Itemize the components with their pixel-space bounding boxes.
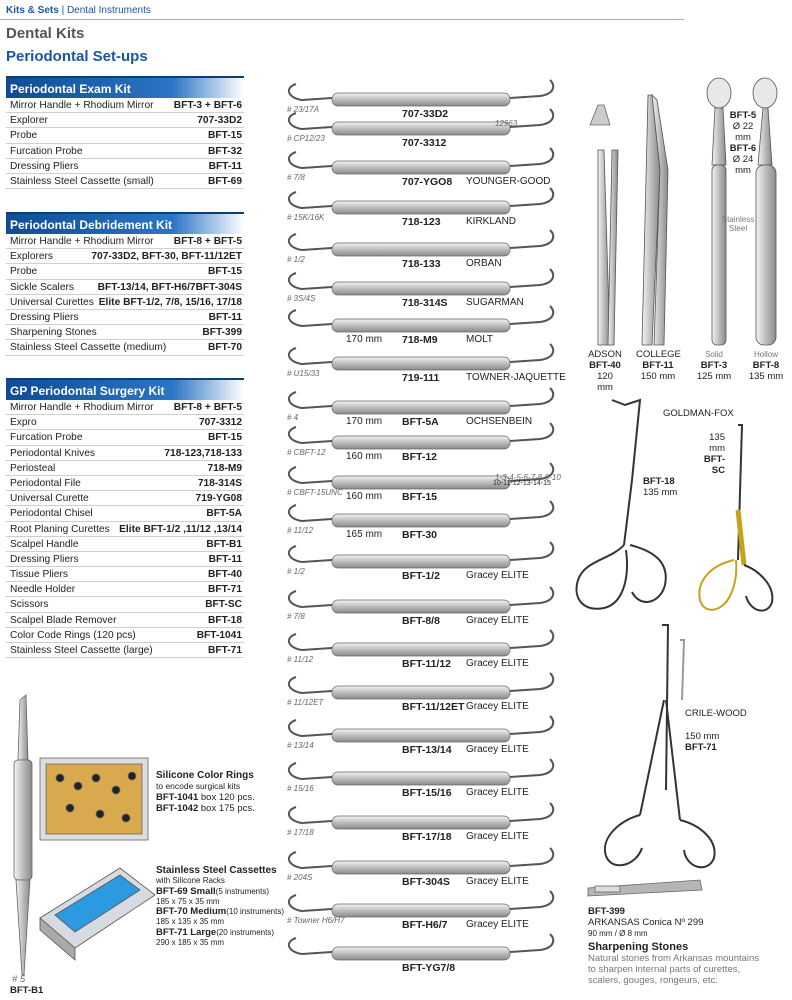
kit-item-name: Root Planing Curettes	[10, 523, 110, 535]
kit-item-name: Color Code Rings (120 pcs)	[10, 629, 136, 641]
instrument-name: Gracey ELITE	[466, 615, 529, 626]
instrument-illustration	[289, 716, 553, 742]
rings-2-code: BFT-1042	[156, 803, 199, 814]
instrument-code: BFT-1/2	[402, 570, 440, 582]
instrument-code: 707-3312	[402, 137, 447, 149]
solid-name: Solid	[705, 350, 723, 359]
instrument-name: Gracey ELITE	[466, 831, 529, 842]
instrument-tip-number: # 23/17A	[287, 105, 320, 114]
instrument-length: 160 mm	[346, 451, 383, 462]
instrument-name: TOWNER-JAQUETTE	[466, 372, 566, 383]
kit-item-code: 707-33D2, BFT-30, BFT-11/12ET	[91, 251, 242, 263]
goldman-fox-caption	[695, 432, 725, 476]
college-name: COLLEGE	[636, 349, 681, 360]
instrument-tip-number: # 1/2	[287, 255, 305, 264]
cassette-70-dims: 185 x 135 x 35 mm	[156, 917, 225, 927]
kit-item-code: BFT-15	[208, 432, 242, 444]
kit-item-name: Probe	[10, 130, 38, 142]
kit-item-name: Periodontal Knives	[10, 447, 95, 459]
instrument-extra: 12963	[495, 119, 518, 128]
instrument-code: BFT-YG7/8	[402, 962, 456, 974]
instrument-illustration	[289, 673, 553, 699]
cassette-71-code: BFT-71 Large	[156, 926, 217, 938]
kit-item-code: BFT-11	[208, 553, 242, 565]
instrument-illustration	[289, 587, 553, 613]
adson-name: ADSON	[588, 349, 622, 360]
instrument-tip-number: # 11/12	[287, 526, 314, 535]
mirror1-code: BFT-5	[729, 110, 757, 121]
mirror2-diameter: Ø 24 mm	[732, 154, 754, 176]
kit-item-code: BFT-11	[208, 311, 242, 323]
breadcrumb-separator: |	[58, 5, 67, 16]
blade-remover-code: BFT-18	[643, 476, 675, 487]
kit-item-name: Stainless Steel Cassette (small)	[10, 175, 154, 187]
instrument-tip-number: # 7/8	[287, 612, 305, 621]
crile-wood-length: 150 mm	[685, 731, 720, 742]
stone-description-1: Natural stones from Arkansas mountains	[588, 953, 760, 964]
hollow-handle-caption	[746, 349, 786, 382]
instrument-length: 165 mm	[346, 529, 383, 540]
kit-title: Periodontal Exam Kit	[6, 76, 244, 98]
kit-item-code: BFT-70	[208, 342, 242, 354]
breadcrumb-page[interactable]: Dental Instruments	[66, 5, 151, 16]
instrument-illustration	[289, 759, 553, 785]
instrument-code: BFT-17/18	[402, 831, 452, 843]
stone-description-3: scalers, gouges, rongeurs, etc.	[588, 975, 718, 986]
kit-item-name: Sharpening Stones	[10, 327, 97, 339]
kit-item-name: Dressing Pliers	[10, 311, 79, 323]
instrument-illustration	[289, 542, 553, 568]
instrument-name: Gracey ELITE	[466, 787, 529, 798]
cassette-71-dims: 290 x 185 x 35 mm	[156, 938, 225, 948]
kit-item-code: BFT-8 + BFT-5	[173, 236, 242, 247]
instrument-extra: 1-3-4-5-6-7-8-9-10	[495, 473, 561, 482]
instrument-code: BFT-5A	[402, 416, 439, 428]
instrument-tip-number: # 4	[287, 413, 299, 422]
instrument-length: 170 mm	[346, 334, 383, 345]
kit-item-name: Stainless Steel Cassette (large)	[10, 645, 153, 656]
instrument-code: BFT-11/12ET	[402, 701, 465, 713]
sharpening-stone-caption	[588, 906, 788, 986]
adson-length: 120 mm	[597, 371, 613, 393]
kit-item-name: Sickle Scalers	[10, 281, 74, 293]
rings-1-desc: box 120 pcs.	[200, 792, 255, 803]
instrument-illustration	[289, 803, 553, 829]
stone-dimensions: 90 mm / Ø 8 mm	[588, 929, 648, 938]
kit-item-code: BFT-71	[208, 645, 242, 656]
kit-item-name: Needle Holder	[10, 584, 76, 596]
kit-item-code: BFT-40	[208, 569, 242, 581]
instrument-code: 707-YGO8	[402, 176, 453, 188]
instrument-tip-number: # CBFT-15UNC	[287, 488, 343, 497]
rings-subtitle: to encode surgical kits	[156, 781, 241, 791]
color-rings-box	[40, 758, 148, 840]
solid-handle-caption	[694, 349, 734, 382]
instrument-code: BFT-13/14	[402, 744, 452, 756]
instrument-name: YOUNGER-GOOD	[466, 176, 551, 187]
instrument-name: Gracey ELITE	[466, 744, 529, 755]
kit-item-name: Periodontal File	[10, 477, 81, 489]
hollow-length: 135 mm	[748, 371, 784, 382]
college-length: 150 mm	[640, 371, 676, 382]
instrument-tip-number: # 13/14	[287, 741, 314, 750]
kit-item-name: Periodontal Chisel	[10, 508, 93, 520]
instrument-code: 719-111	[402, 372, 440, 384]
instrument-code: BFT-15/16	[402, 787, 452, 799]
instrument-illustration	[289, 269, 553, 295]
kit-item-code: BFT-1041	[196, 629, 242, 641]
hollow-name: Hollow	[753, 350, 778, 359]
kit-item-name: Universal Curettes	[10, 296, 94, 308]
page-subtitle: Periodontal Set-ups	[6, 48, 148, 65]
kit-item-name: Probe	[10, 266, 38, 278]
instrument-name: Gracey ELITE	[466, 919, 529, 930]
rings-title: Silicone Color Rings	[156, 770, 254, 781]
kit-item-name: Universal Curette	[10, 493, 89, 505]
instrument-illustration	[289, 388, 553, 414]
kit-item-name: Mirror Handle + Rhodium Mirror	[10, 236, 154, 247]
crile-wood-code: BFT-71	[685, 742, 717, 753]
instrument-name: MOLT	[466, 334, 494, 345]
adson-forceps	[598, 150, 618, 345]
instrument-code: BFT-30	[402, 529, 438, 541]
instrument-tip-number: # 3S/4S	[287, 294, 316, 303]
instrument-tip-number: # U15/33	[287, 369, 320, 378]
stone-title: Sharpening Stones	[588, 941, 689, 953]
instrument-code: 707-33D2	[402, 108, 449, 120]
scalpel-code: BFT-B1	[10, 985, 44, 996]
instrument-illustration	[289, 148, 553, 174]
instrument-length: 160 mm	[346, 491, 383, 502]
adson-code: BFT-40	[589, 360, 621, 371]
cassette-69-code: BFT-69 Small	[156, 885, 216, 897]
kit-item-name: Scissors	[10, 599, 49, 611]
instrument-name: Gracey ELITE	[466, 570, 529, 581]
stainless-steel-note: Stainless Steel	[721, 215, 755, 233]
kit-item-code: BFT-18	[208, 614, 242, 626]
instrument-tip-number: # 11/12ET	[287, 698, 324, 707]
instrument-code: 718-123	[402, 216, 441, 228]
instrument-code: BFT-H6/7	[402, 919, 448, 931]
solid-code: BFT-3	[700, 360, 728, 371]
instrument-name: SUGARMAN	[466, 297, 524, 308]
scalpel-number: # 5	[12, 974, 26, 985]
instrument-illustration	[289, 306, 553, 332]
kit-item-code: 707-3312	[198, 417, 242, 429]
cassette-69-count: (5 instruments)	[215, 886, 270, 896]
kit-item-name: Dressing Pliers	[10, 553, 79, 565]
kit-item-code: Elite BFT-1/2 ,11/12 ,13/14	[119, 523, 242, 535]
blade-remover-length: 135 mm	[643, 487, 678, 498]
kit-item-code: BFT-B1	[206, 538, 242, 550]
instrument-code: 718-M9	[402, 334, 438, 346]
cassette-70-count: (10 instruments)	[226, 907, 284, 917]
instrument-name: Gracey ELITE	[466, 658, 529, 669]
instrument-tip-number: # 1/2	[287, 567, 305, 576]
breadcrumb-section[interactable]: Kits & Sets	[6, 5, 59, 16]
kit-item-name: Explorers	[10, 251, 54, 263]
sharpening-stone	[588, 880, 702, 896]
rings-2-desc: box 175 pcs.	[200, 803, 255, 814]
college-forceps	[642, 95, 668, 345]
cassettes-caption	[156, 866, 284, 948]
goldman-fox-length: 135 mm	[709, 432, 725, 454]
crile-wood-name: CRILE-WOOD	[685, 708, 747, 719]
instrument-code: 718-314S	[402, 297, 448, 309]
kit-item-code: BFT-15	[208, 130, 242, 142]
instrument-tip-number: # 204S	[287, 873, 313, 882]
kit-item-code: BFT-3 + BFT-6	[173, 100, 242, 111]
instrument-name: Gracey ELITE	[466, 701, 529, 712]
kit-item-name: Dressing Pliers	[10, 160, 79, 172]
instrument-name: ORBAN	[466, 258, 502, 269]
instrument-name: KIRKLAND	[466, 216, 517, 227]
stone-name: ARKANSAS Conica Nº 299	[588, 917, 704, 928]
college-code: BFT-11	[642, 360, 674, 371]
cassette-70-code: BFT-70 Medium	[156, 906, 227, 918]
kit-item-code: BFT-69	[208, 175, 242, 187]
kit-item-code: BFT-5A	[206, 508, 242, 520]
mirror-caption	[728, 110, 758, 176]
kit-item-code: BFT-71	[208, 584, 242, 596]
blade-remover	[577, 400, 666, 609]
instrument-illustration	[289, 80, 553, 106]
kit-item-name: Expro	[10, 417, 37, 429]
instrument-tip-number: # CBFT-12	[287, 448, 326, 457]
cassette-69-dims: 185 x 75 x 35 mm	[156, 896, 220, 906]
color-rings-caption	[156, 770, 255, 814]
kit-item-code: 718-M9	[207, 462, 242, 474]
cassette-71-count: (20 instruments)	[216, 927, 274, 937]
kit-item-name: Stainless Steel Cassette (medium)	[10, 342, 167, 354]
instrument-tip-number: # CP12/23	[287, 134, 325, 143]
scalpel-handle	[14, 695, 32, 975]
kit-item-code: BFT-8 + BFT-5	[173, 402, 242, 413]
stone-code: BFT-399	[588, 906, 625, 917]
instrument-illustration	[289, 230, 553, 256]
cassettes-title: Stainless Steel Cassettes	[156, 865, 277, 876]
instrument-illustration	[289, 891, 553, 917]
kit-item-code: 718-314S	[197, 477, 242, 489]
solid-length: 125 mm	[696, 371, 732, 382]
instrument-illustration	[289, 630, 553, 656]
kit-item-code: BFT-15	[208, 266, 242, 278]
instrument-code: 718-133	[402, 258, 441, 270]
instrument-tip-number: # 17/18	[287, 828, 314, 837]
college-forceps-caption	[636, 349, 680, 382]
probe-tip-detail	[590, 105, 610, 125]
kit-item-code: BFT-399	[202, 327, 242, 339]
goldman-fox-code: BFT-SC	[703, 454, 725, 476]
instrument-length: 170 mm	[346, 416, 383, 427]
cassettes-subtitle: with Silicone Racks	[156, 876, 225, 886]
instrument-tip-number: # 15/16	[287, 784, 314, 793]
instrument-illustration	[289, 934, 553, 960]
kit-item-name: Tissue Pliers	[10, 569, 68, 581]
blade-remover-caption	[643, 476, 677, 498]
instrument-tip-number: # 7/8	[287, 173, 305, 182]
kit-item-code: 719-YG08	[195, 493, 242, 505]
cassette-illustration	[40, 868, 155, 960]
instrument-code: BFT-304S	[402, 876, 450, 888]
adson-forceps-caption	[588, 349, 622, 393]
kit-item-name: Mirror Handle + Rhodium Mirror	[10, 402, 154, 413]
kit-item-code: BFT-32	[208, 145, 242, 157]
instrument-illustration	[289, 848, 553, 874]
instrument-code: BFT-11/12	[402, 658, 452, 670]
kit-item-name: Furcation Probe	[10, 145, 83, 157]
instrument-tip-number: # 15K/16K	[287, 213, 325, 222]
instrument-illustration	[289, 344, 553, 370]
instrument-name: Gracey ELITE	[466, 876, 529, 887]
probe-scale-2: 10-11-12-13-14-15	[493, 480, 551, 487]
kit-item-code: BFT-SC	[205, 599, 242, 611]
instrument-tip-number: # Towner H6/H7	[287, 916, 345, 925]
rings-1-code: BFT-1041	[156, 792, 199, 803]
kit-item-code: 707-33D2	[197, 115, 242, 127]
kit-item-code: Elite BFT-1/2, 7/8, 15/16, 17/18	[98, 296, 242, 308]
kit-item-name: Scalpel Handle	[10, 538, 79, 550]
kit-title: Periodontal Debridement Kit	[6, 212, 244, 234]
mirror2-code: BFT-6	[729, 143, 757, 154]
goldman-fox-name: GOLDMAN-FOX	[663, 408, 734, 419]
kit-title: GP Periodontal Surgery Kit	[6, 378, 244, 400]
instrument-code: BFT-15	[402, 491, 438, 503]
kit-item-name: Furcation Probe	[10, 432, 83, 444]
kit-item-name: Explorer	[10, 115, 48, 127]
kit-item-code: 718-123,718-133	[164, 447, 242, 459]
instrument-code: BFT-8/8	[402, 615, 440, 627]
kit-item-name: Scalpel Blade Remover	[10, 614, 117, 626]
instrument-illustration	[289, 188, 553, 214]
kit-item-name: Mirror Handle + Rhodium Mirror	[10, 100, 154, 111]
instrument-code: BFT-12	[402, 451, 438, 463]
crile-wood-caption	[685, 731, 719, 753]
kit-item-code: BFT-13/14, BFT-H6/7BFT-304S	[97, 281, 242, 293]
instrument-name: OCHSENBEIN	[466, 416, 533, 427]
kit-item-code: BFT-11	[208, 160, 242, 172]
page-title: Dental Kits	[6, 25, 85, 42]
kit-item-name: Periosteal	[10, 462, 56, 474]
instrument-tip-number: # 11/12	[287, 655, 314, 664]
instrument-illustration	[289, 501, 553, 527]
hollow-code: BFT-8	[752, 360, 780, 371]
mirror1-diameter: Ø 22 mm	[732, 121, 754, 143]
stone-description-2: to sharpen internal parts of curettes,	[588, 964, 741, 975]
